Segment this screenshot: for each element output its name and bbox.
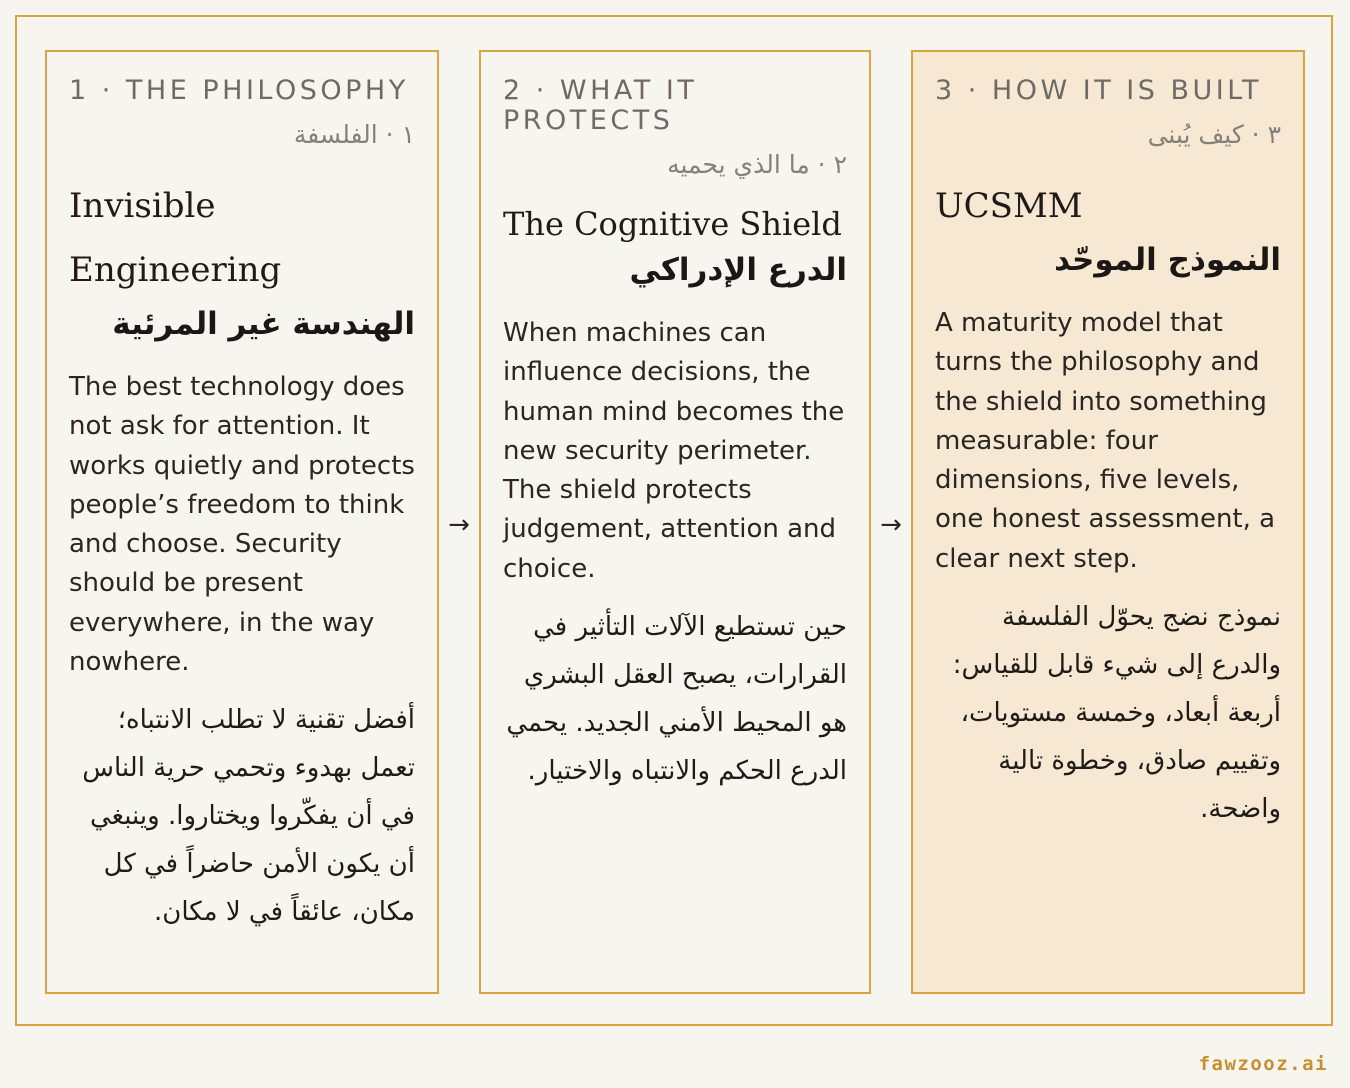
card-title-en: Invisible Engineering: [69, 186, 282, 290]
arrow-right-icon: →: [880, 510, 902, 540]
card-title-en: The Cognitive Shield: [503, 205, 842, 243]
step-label-en: 3 · HOW IT IS BUILT: [935, 75, 1263, 106]
step-label-en: 2 · WHAT IT PROTECTS: [503, 75, 698, 136]
card-body-ar: حين تستطيع الآلات التأثير في القرارات، يصبح العقل البشري هو المحيط الأمني الجديد. يحمي الدرع الحكم والانتباه والاختيار.: [506, 612, 847, 787]
card-title-ar: الدرع الإدراكي: [629, 252, 847, 288]
card-body-en: A maturity model that turns the philosophy and the shield into something measurable: four dimensions, five levels, one honest assessment, a clear next step.: [935, 308, 1276, 574]
card-body-en: The best technology does not ask for attention. It works quietly and protects people’s freedom to think and choose. Security should be present everywhere, in the way nowhere.: [69, 372, 415, 678]
card-body-ar: أفضل تقنية لا تطلب الانتباه؛ تعمل بهدوء وتحمي حرية الناس في أن يفكّروا ويختاروا. وينبغي أن يكون الأمن حاضراً في كل مكان، عائقاً في لا مكان.: [82, 705, 415, 928]
step-label-ar: ١ · الفلسفة: [293, 120, 415, 149]
card-title-en: UCSMM: [935, 186, 1083, 226]
card-title-ar: النموذج الموحّد: [1054, 242, 1281, 278]
arrow-right-icon: →: [448, 510, 470, 540]
card-protects: [479, 50, 871, 994]
step-label-ar: ٢ · ما الذي يحميه: [667, 150, 847, 179]
step-label-ar: ٣ · كيف يُبنى: [1147, 120, 1281, 149]
card-philosophy: [45, 50, 439, 994]
step-label-en: 1 · THE PHILOSOPHY: [69, 75, 409, 106]
card-body-ar: نموذج نضج يحوّل الفلسفة والدرع إلى شيء قابل للقياس: أربعة أبعاد، وخمسة مستويات، وتقييم صادق، وخطوة تالية واضحة.: [952, 602, 1281, 825]
card-body-en: When machines can influence decisions, the human mind becomes the new security perimeter. The shield protects judgement, attention and choice.: [503, 318, 845, 584]
brand-watermark: fawzooz.ai: [1198, 1053, 1328, 1075]
card-built: [911, 50, 1305, 994]
card-title-ar: الهندسة غير المرئية: [112, 306, 415, 342]
